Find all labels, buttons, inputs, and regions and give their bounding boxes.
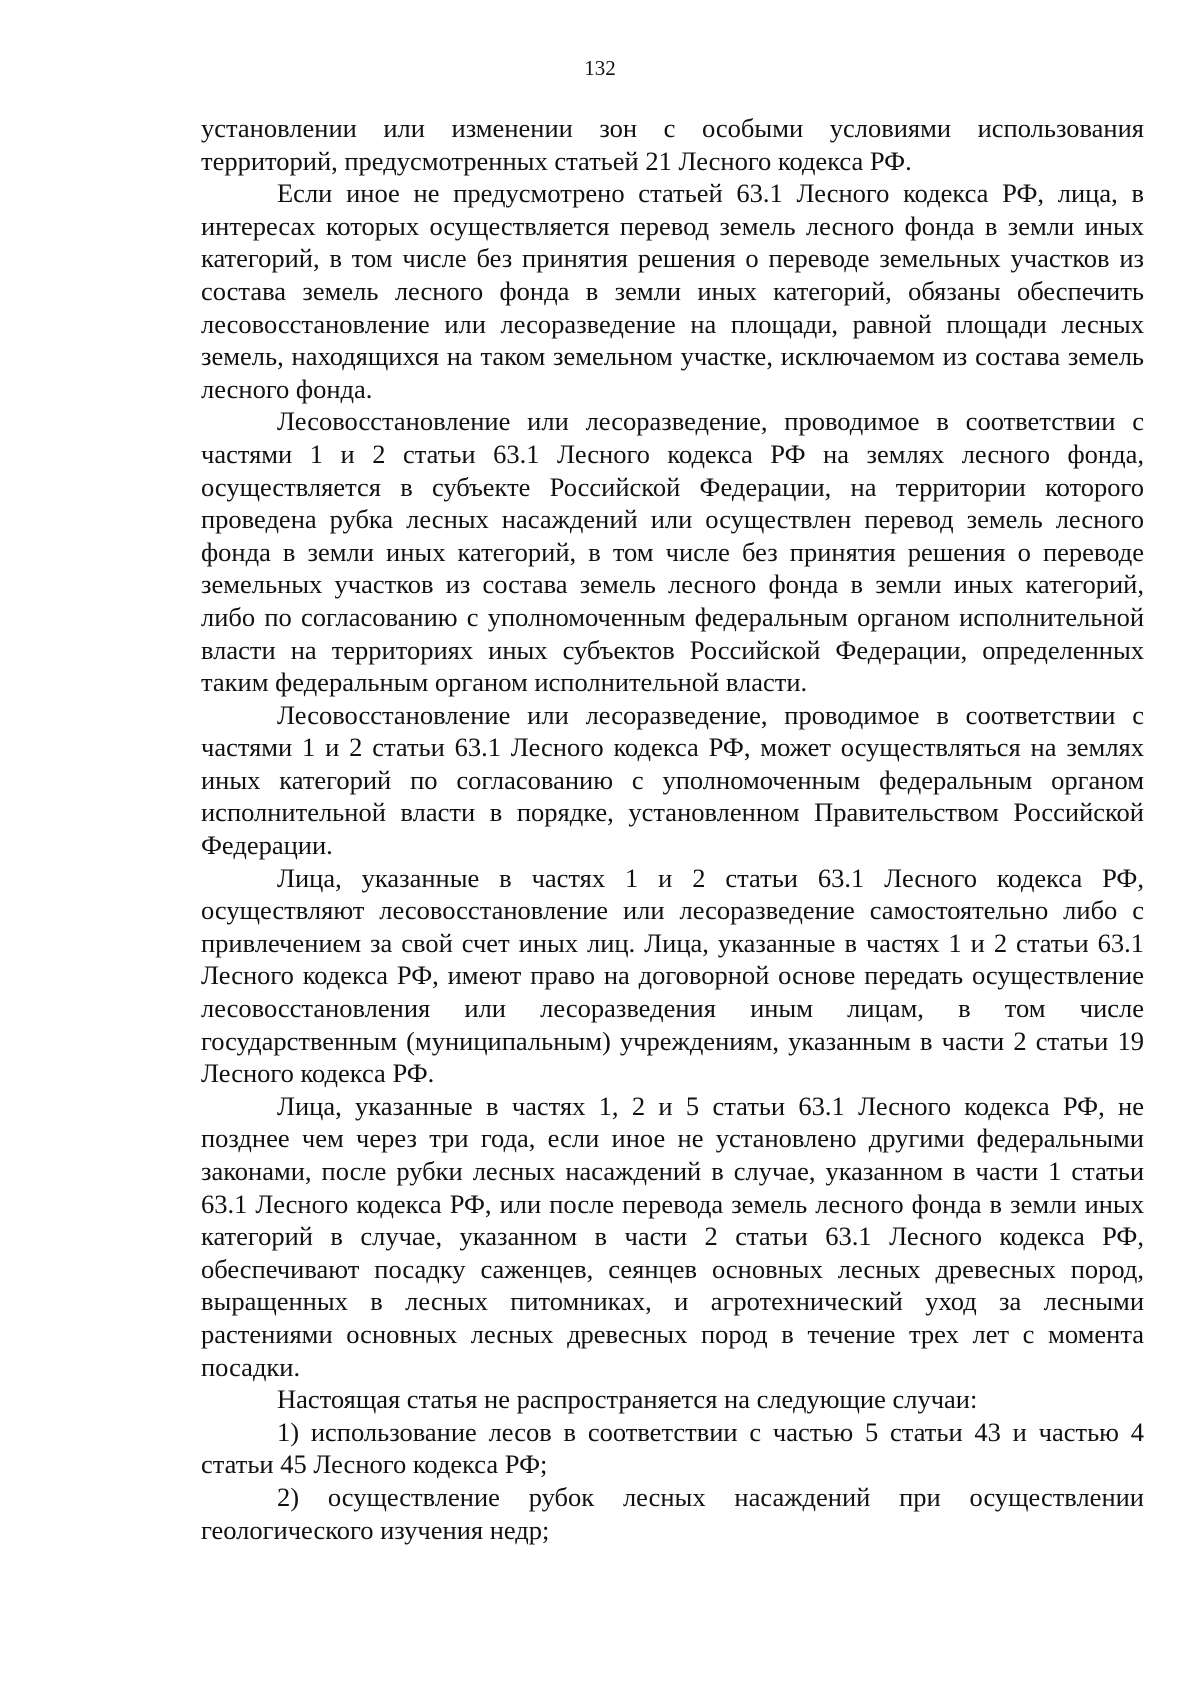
paragraph-exceptions-intro: Настоящая статья не распространяется на следующие случаи: — [277, 1384, 978, 1415]
list-item-exception-1: 1) использование лесов в соответствии с частью 5 статьи 43 и частью 4 статьи 45 Лесного кодекса РФ; — [201, 1416, 1144, 1480]
paragraph-planting-deadline: Лица, указанные в частях 1, 2 и 5 статьи 63.1 Лесного кодекса РФ, не позднее чем через три года, если иное не установлено другими федеральными законами, после рубки лесных насаждений в случае, указанном в части 1 статьи 63.1 Лесного кодекса РФ, или после перевода земель лесного фонда в земли иных категорий в случае, указанном в части 2 статьи 63.1 Лесного кодекса РФ, обеспечивают посадку саженцев, сеянцев основных лесных древесных пород, выращенных в лесных питомниках, и агротехнический уход за лесными растениями основных лесных древесных пород в течение трех лет с момента посадки. — [201, 1090, 1144, 1382]
paragraph-continuation: установлении или изменении зон с особыми условиями использования территорий, предусмотренных статьей 21 Лесного кодекса РФ. — [201, 113, 1144, 176]
page-number: 132 — [584, 56, 616, 80]
paragraph-reforestation-location: Лесовосстановление или лесоразведение, проводимое в соответствии с частями 1 и 2 статьи 63.1 Лесного кодекса РФ на землях лесного фонда, осуществляется в субъекте Российской Федерации, на территории которого проведена рубка лесных насаждений или осуществлен перевод земель лесного фонда в земли иных категорий, в том числе без принятия решения о переводе земельных участков из состава земель лесного фонда в земли иных категорий, либо по согласованию с уполномоченным федеральным органом исполнительной власти на территориях иных субъектов Российской Федерации, определенных таким федеральным органом исполнительной власти. — [201, 406, 1144, 698]
list-item-exception-2: 2) осуществление рубок лесных насаждений при осуществлении геологического изучения недр; — [201, 1481, 1144, 1545]
paragraph-reforestation-obligation: Если иное не предусмотрено статьей 63.1 Лесного кодекса РФ, лица, в интересах которых осуществляется перевод земель лесного фонда в земли иных категорий, в том числе без принятия решения о переводе земельных участков из состава земель лесного фонда в земли иных категорий, обязаны обеспечить лесовосстановление или лесоразведение на площади, равной площади лесных земель, находящихся на таком земельном участке, исключаемом из состава земель лесного фонда. — [201, 178, 1144, 404]
document-body — [201, 112, 1144, 1546]
paragraph-persons-performing: Лица, указанные в частях 1 и 2 статьи 63.1 Лесного кодекса РФ, осуществляют лесовосстановление или лесоразведение самостоятельно либо с привлечением за свой счет иных лиц. Лица, указанные в частях 1 и 2 статьи 63.1 Лесного кодекса РФ, имеют право на договорной основе передать осуществление лесовосстановления или лесоразведения иным лицам, в том числе государственным (муниципальным) учреждениям, указанным в части 2 статьи 19 Лесного кодекса РФ. — [201, 862, 1144, 1089]
paragraph-other-categories: Лесовосстановление или лесоразведение, проводимое в соответствии с частями 1 и 2 статьи 63.1 Лесного кодекса РФ, может осуществляться на землях иных категорий по согласованию с уполномоченным федеральным органом исполнительной власти в порядке, установленном Правительством Российской Федерации. — [201, 699, 1144, 861]
